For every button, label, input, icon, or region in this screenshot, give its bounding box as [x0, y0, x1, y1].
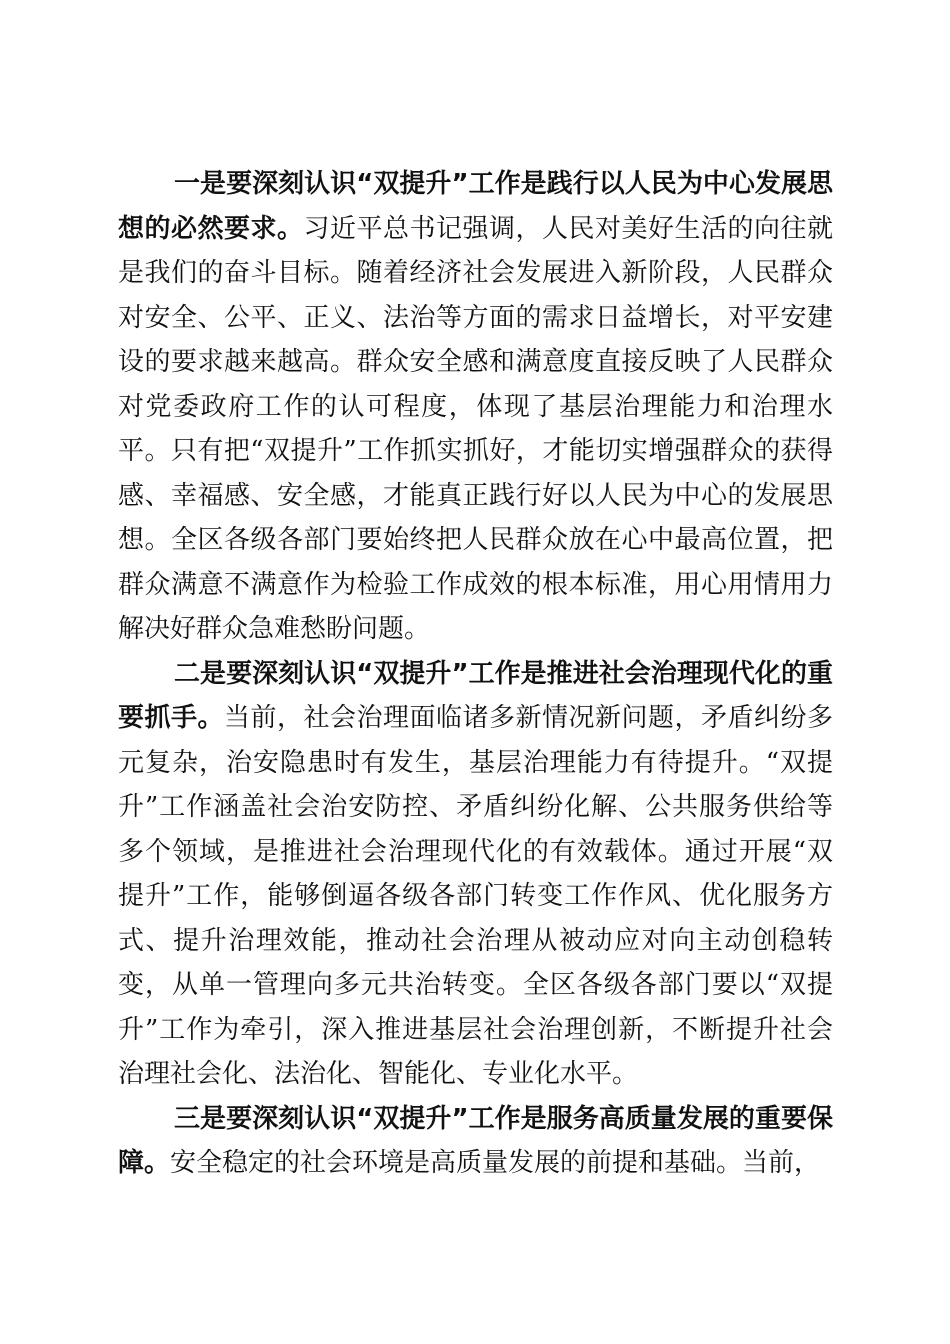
paragraph-2-lead: 二是要深刻认识“双提升”工作是推进社会治理现代化的重要抓手。: [118, 658, 833, 733]
paragraph-2: [118, 652, 833, 1097]
paragraph-3-lead: 三是要深刻认识“双提升”工作是服务高质量发展的重要保障。: [118, 1103, 833, 1178]
paragraph-3: [118, 1097, 833, 1186]
paragraph-2-body: 当前，社会治理面临诸多新情况新问题，矛盾纠纷多元复杂，治安隐患时有发生，基层治理能力有待提升。“双提升”工作涵盖社会治安防控、矛盾纠纷化解、公共服务供给等多个领域，是推进社会治理现代化的有效载体。通过开展“双提升”工作，能够倒逼各级各部门转变工作作风、优化服务方式、提升治理效能，推动社会治理从被动应对向主动创稳转变，从单一管理向多元共治转变。全区各级各部门要以“双提升”工作为牵引，深入推进基层社会治理创新，不断提升社会治理社会化、法治化、智能化、专业化水平。: [118, 703, 833, 1089]
document-body: [118, 162, 833, 1186]
paragraph-1-lead: 一是要深刻认识“双提升”工作是践行以人民为中心发展思想的必然要求。: [118, 169, 833, 244]
paragraph-1: [118, 162, 833, 652]
paragraph-3-body: 安全稳定的社会环境是高质量发展的前提和基础。当前，: [170, 1148, 821, 1178]
paragraph-1-body: 习近平总书记强调，人民对美好生活的向往就是我们的奋斗目标。随着经济社会发展进入新阶段，人民群众对安全、公平、正义、法治等方面的需求日益增长，对平安建设的要求越来越高。群众安全感和满意度直接反映了人民群众对党委政府工作的认可程度，体现了基层治理能力和治理水平。只有把“双提升”工作抓实抓好，才能切实增强群众的获得感、幸福感、安全感，才能真正践行好以人民为中心的发展思想。全区各级各部门要始终把人民群众放在心中最高位置，把群众满意不满意作为检验工作成效的根本标准，用心用情用力解决好群众急难愁盼问题。: [118, 213, 833, 644]
